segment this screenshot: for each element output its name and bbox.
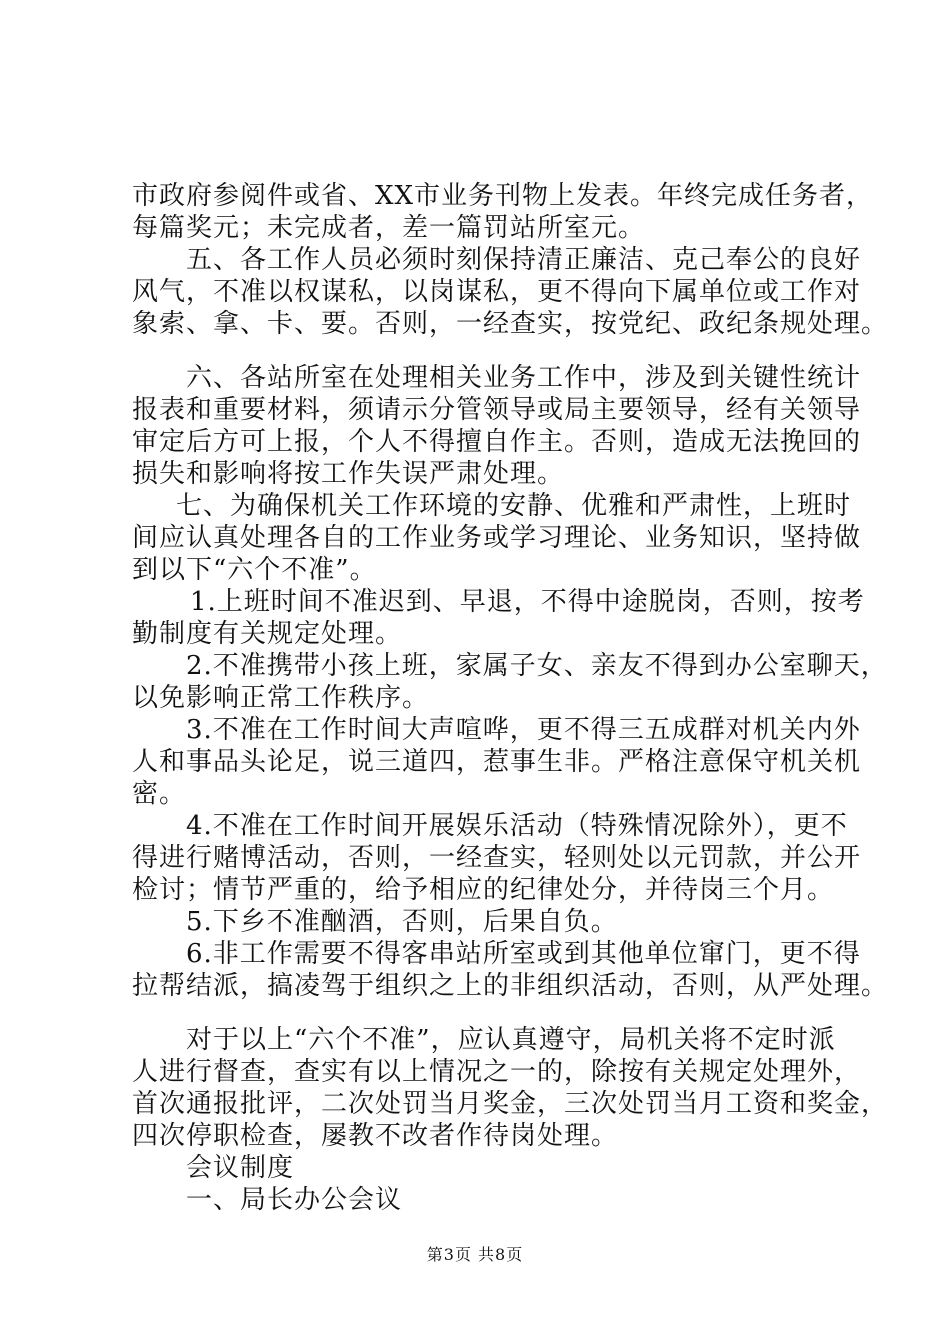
text-line: 审定后方可上报，个人不得擅自作主。否则，造成无法挽回的 — [132, 427, 862, 457]
section-heading: 会议制度 — [186, 1153, 295, 1183]
text-line: 4.不准在工作时间开展娱乐活动（特殊情况除外），更不 — [186, 811, 848, 841]
text-line: 5.下乡不准酗酒，否则，后果自负。 — [186, 907, 618, 937]
text-line: 首次通报批评，二次处罚当月奖金，三次处罚当月工资和奖金， — [132, 1089, 889, 1119]
text-line: 人进行督查，查实有以上情况之一的，除按有关规定处理外， — [132, 1057, 862, 1087]
text-line: 以免影响正常工作秩序。 — [132, 683, 430, 713]
text-line: 损失和影响将按工作失误严肃处理。 — [132, 459, 565, 489]
text-line: 报表和重要材料，须请示分管领导或局主要领导，经有关领导 — [132, 395, 862, 425]
text-line: 拉帮结派，搞凌驾于组织之上的非组织活动，否则，从严处理。 — [132, 971, 889, 1001]
text-line: 四次停职检查，屡教不改者作待岗处理。 — [132, 1121, 619, 1151]
text-line: 得进行赌博活动，否则，一经查实，轻则处以元罚款，并公开 — [132, 843, 862, 873]
text-line: 密。 — [132, 779, 187, 809]
text-line: 勤制度有关规定处理。 — [132, 619, 403, 649]
text-line: 到以下“六个不准”。 — [132, 555, 377, 585]
page-number: 第3页 共8页 — [426, 1245, 524, 1264]
text-line: 检讨；情节严重的，给予相应的纪律处分，并待岗三个月。 — [132, 875, 835, 905]
text-line: 五、各工作人员必须时刻保持清正廉洁、克己奉公的良好 — [186, 245, 862, 275]
text-line: 1.上班时间不准迟到、早退，不得中途脱岗，否则，按考 — [190, 587, 865, 617]
text-line: 风气，不准以权谋私，以岗谋私，更不得向下属单位或工作对 — [132, 277, 862, 307]
text-line: 七、为确保机关工作环境的安静、优雅和严肃性，上班时 — [176, 491, 852, 521]
text-line: 6.非工作需要不得客串站所室或到其他单位窜门，更不得 — [186, 939, 861, 969]
text-line: 市政府参阅件或省、XX市业务刊物上发表。年终完成任务者， — [132, 181, 874, 211]
text-line: 人和事品头论足，说三道四，惹事生非。严格注意保守机关机 — [132, 747, 862, 777]
text-line: 象索、拿、卡、要。否则，一经查实，按党纪、政纪条规处理。 — [132, 309, 889, 339]
text-line: 2.不准携带小孩上班，家属子女、亲友不得到办公室聊天， — [186, 651, 888, 681]
section-subheading: 一、局长办公会议 — [186, 1185, 403, 1215]
text-line: 六、各站所室在处理相关业务工作中，涉及到关键性统计 — [186, 363, 862, 393]
text-line: 每篇奖元；未完成者，差一篇罚站所室元。 — [132, 213, 646, 243]
text-line: 3.不准在工作时间大声喧哗，更不得三五成群对机关内外 — [186, 715, 861, 745]
text-line: 间应认真处理各自的工作业务或学习理论、业务知识，坚持做 — [132, 523, 862, 553]
text-line: 对于以上“六个不准”，应认真遵守，局机关将不定时派 — [186, 1025, 836, 1055]
